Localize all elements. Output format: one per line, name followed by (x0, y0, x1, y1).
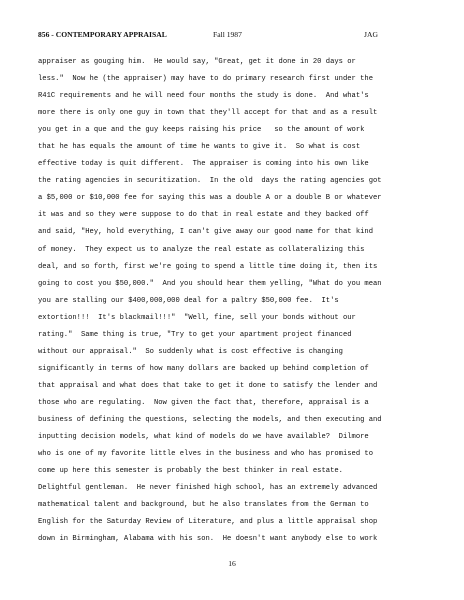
body-line: those who are regulating. Now given the fact that, therefore, appraisal is a (38, 398, 369, 407)
body-line: that he has equals the amount of time he wants to give it. So what is cost (38, 143, 361, 152)
body-line: down in Birmingham, Alabama with his son. He doesn't want anybody else to work (38, 535, 378, 544)
body-line: business of defining the questions, selecting the models, and then executing and (38, 415, 382, 424)
body-line: it was and so they were suppose to do that in real estate and they backed off (38, 211, 369, 220)
body-line: inputting decision models, what kind of models do we have available? Dilmore (38, 433, 369, 442)
header-initials: JAG (364, 30, 378, 39)
body-line: without our appraisal." So suddenly what is cost effective is changing (38, 347, 343, 356)
header-term: Fall 1987 (213, 30, 242, 39)
body-line: deal, and so forth, first we're going to spend a little time doing it, then its (38, 262, 378, 271)
body-line: mathematical talent and background, but he also translates from the German to (38, 501, 369, 510)
body-line: R41C requirements and he will need four months the study is done. And what's (38, 92, 369, 101)
page-number: 16 (228, 559, 236, 568)
body-line: significantly in terms of how many dollars are backed up behind completion of (38, 364, 369, 373)
body-line: more there is only one guy in town that they'll accept for that and as a result (38, 109, 378, 118)
body-line: rating." Same thing is true, "Try to get your apartment project financed (38, 330, 352, 339)
body-line: of money. They expect us to analyze the real estate as collateralizing this (38, 245, 365, 254)
body-line: the rating agencies in securitization. In the old days the rating agencies got (38, 177, 382, 186)
body-line: Delightful gentleman. He never finished high school, has an extremely advanced (38, 484, 378, 493)
body-line: come up here this semester is probably the best thinker in real estate. (38, 467, 343, 476)
body-line: extortion!!! It's blackmail!!!" "Well, fine, sell your bonds without our (38, 313, 356, 322)
body-line: less." Now he (the appraiser) may have to do primary research first under the (38, 75, 374, 84)
body-line: that appraisal and what does that take to get it done to satisfy the lender and (38, 381, 378, 390)
body-line: you get in a que and the guy keeps raising his price so the amount of work (38, 126, 365, 135)
body-line: and said, "Hey, hold everything, I can't give away our good name for that kind (38, 228, 374, 237)
body-line: you are stalling our $400,000,000 deal for a paltry $50,000 fee. It's (38, 296, 339, 305)
body-line: who is one of my favorite little elves in the business and who has promised to (38, 450, 374, 459)
body-line: going to cost you $50,000." And you should hear them yelling, "What do you mean (38, 279, 382, 288)
page-header (38, 29, 426, 41)
body-line: English for the Saturday Review of Literature, and plus a little appraisal shop (38, 518, 378, 527)
header-course-title: 856 - CONTEMPORARY APPRAISAL (38, 30, 167, 39)
body-line: a $5,000 or $10,000 fee for saying this was a double A or a double B or whatever (38, 194, 382, 203)
body-line: appraiser as gouging him. He would say, "Great, get it done in 20 days or (38, 58, 356, 66)
body-line: effective today is quit different. The appraiser is coming into his own like (38, 160, 369, 169)
transcript-body (38, 54, 430, 548)
